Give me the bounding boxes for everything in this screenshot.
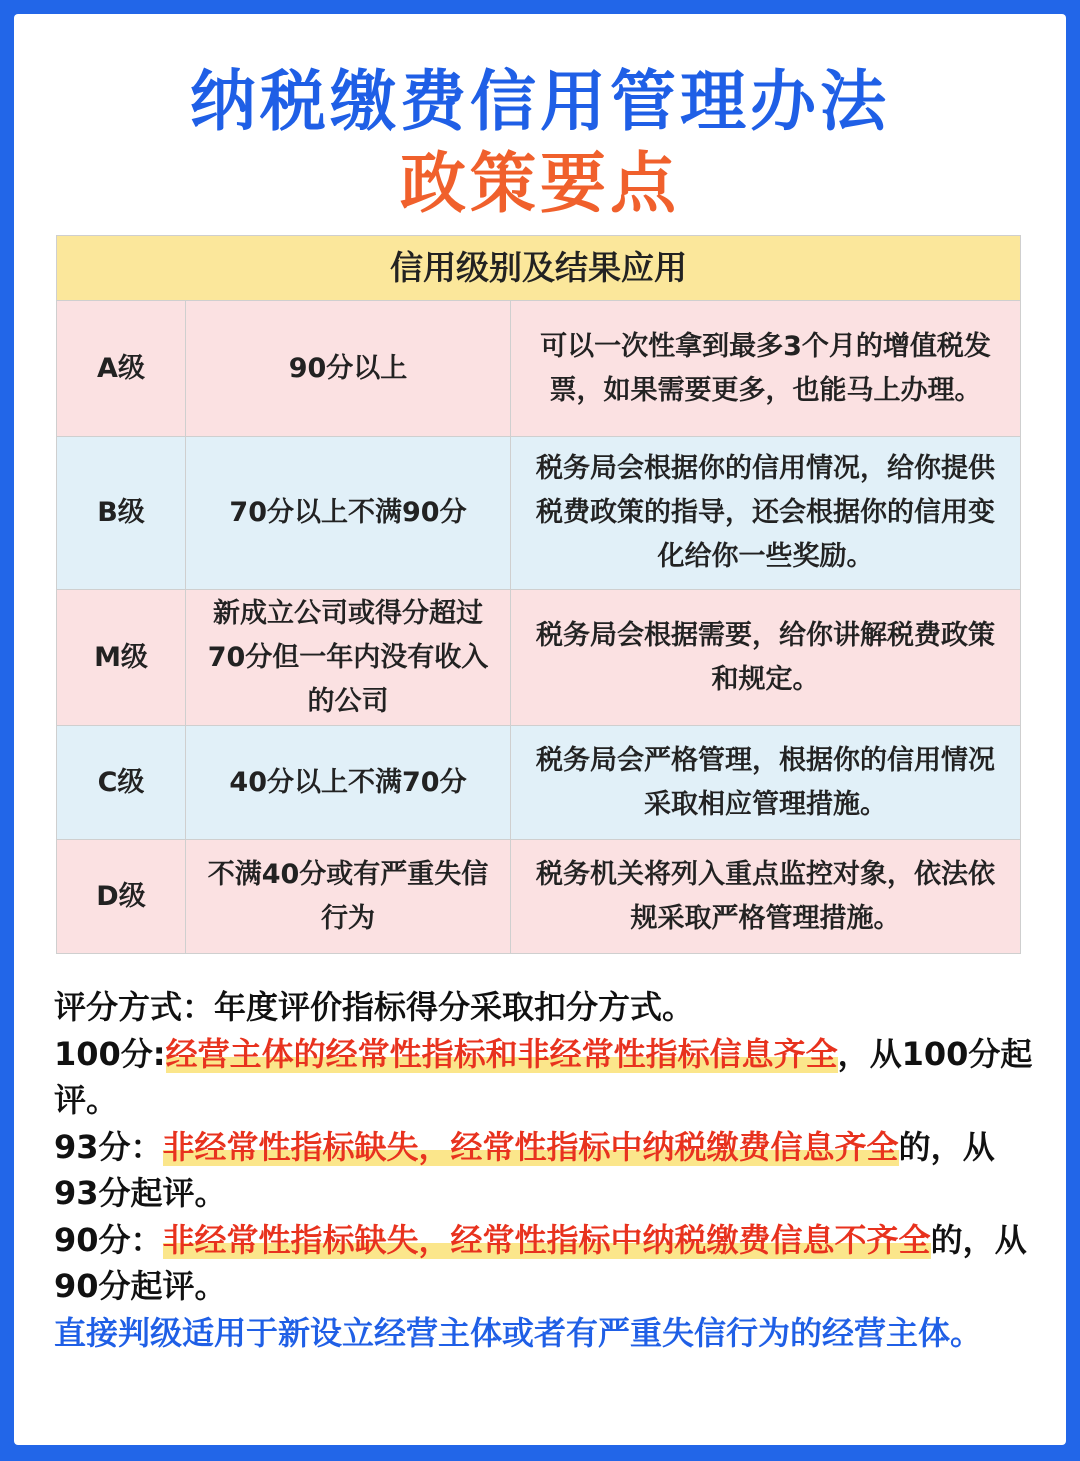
grade-cell: B级 <box>57 437 186 590</box>
score-100-note <box>54 1031 1034 1124</box>
application-cell: 可以一次性拿到最多3个月的增值税发票，如果需要更多，也能马上办理。 <box>511 301 1021 437</box>
score-90-tail: 的，从90分起评。 <box>54 1220 1027 1305</box>
score-93-highlight: 非经常性指标缺失，经常性指标中纳税缴费信息齐全 <box>162 1127 899 1166</box>
criteria-cell: 40分以上不满70分 <box>186 726 511 840</box>
criteria-cell: 70分以上不满90分 <box>186 437 511 590</box>
application-cell: 税务局会根据你的信用情况，给你提供税费政策的指导，还会根据你的信用变化给你一些奖励。 <box>511 437 1021 590</box>
score-100-highlight: 经营主体的经常性指标和非经常性指标信息齐全 <box>165 1034 838 1073</box>
score-90-highlight: 非经常性指标缺失，经常性指标中纳税缴费信息不齐全 <box>162 1220 931 1259</box>
grade-cell: D级 <box>57 840 186 954</box>
score-93-tail: 的，从93分起评。 <box>54 1127 995 1212</box>
score-100-label: 100分: <box>54 1034 166 1073</box>
criteria-cell: 90分以上 <box>186 301 511 437</box>
score-90-note <box>54 1217 1034 1310</box>
credit-level-table <box>56 235 1021 954</box>
application-cell: 税务局会根据需要，给你讲解税费政策和规定。 <box>511 590 1021 726</box>
scoring-notes <box>54 984 1034 1356</box>
score-93-label: 93分： <box>54 1127 163 1166</box>
application-cell: 税务机关将列入重点监控对象，依法依规采取严格管理措施。 <box>511 840 1021 954</box>
table-header: 信用级别及结果应用 <box>57 236 1021 301</box>
page-subtitle: 政策要点 <box>400 145 680 222</box>
table-row <box>57 437 1021 590</box>
grade-cell: C级 <box>57 726 186 840</box>
table-row <box>57 301 1021 437</box>
grade-cell: M级 <box>57 590 186 726</box>
criteria-cell: 不满40分或有严重失信行为 <box>186 840 511 954</box>
poster <box>14 14 1066 1445</box>
criteria-cell: 新成立公司或得分超过70分但一年内没有收入的公司 <box>186 590 511 726</box>
table-row <box>57 840 1021 954</box>
score-93-note <box>54 1124 1034 1217</box>
scoring-method: 评分方式：年度评价指标得分采取扣分方式。 <box>54 988 695 1026</box>
grade-cell: A级 <box>57 301 186 437</box>
page-title: 纳税缴费信用管理办法 <box>190 63 890 140</box>
table-row <box>57 726 1021 840</box>
application-cell: 税务局会严格管理，根据你的信用情况采取相应管理措施。 <box>511 726 1021 840</box>
score-90-label: 90分： <box>54 1220 163 1259</box>
direct-grading-note: 直接判级适用于新设立经营主体或者有严重失信行为的经营主体。 <box>54 1313 983 1352</box>
score-100-tail: ，从100分起评。 <box>54 1034 1033 1119</box>
table-row <box>57 590 1021 726</box>
